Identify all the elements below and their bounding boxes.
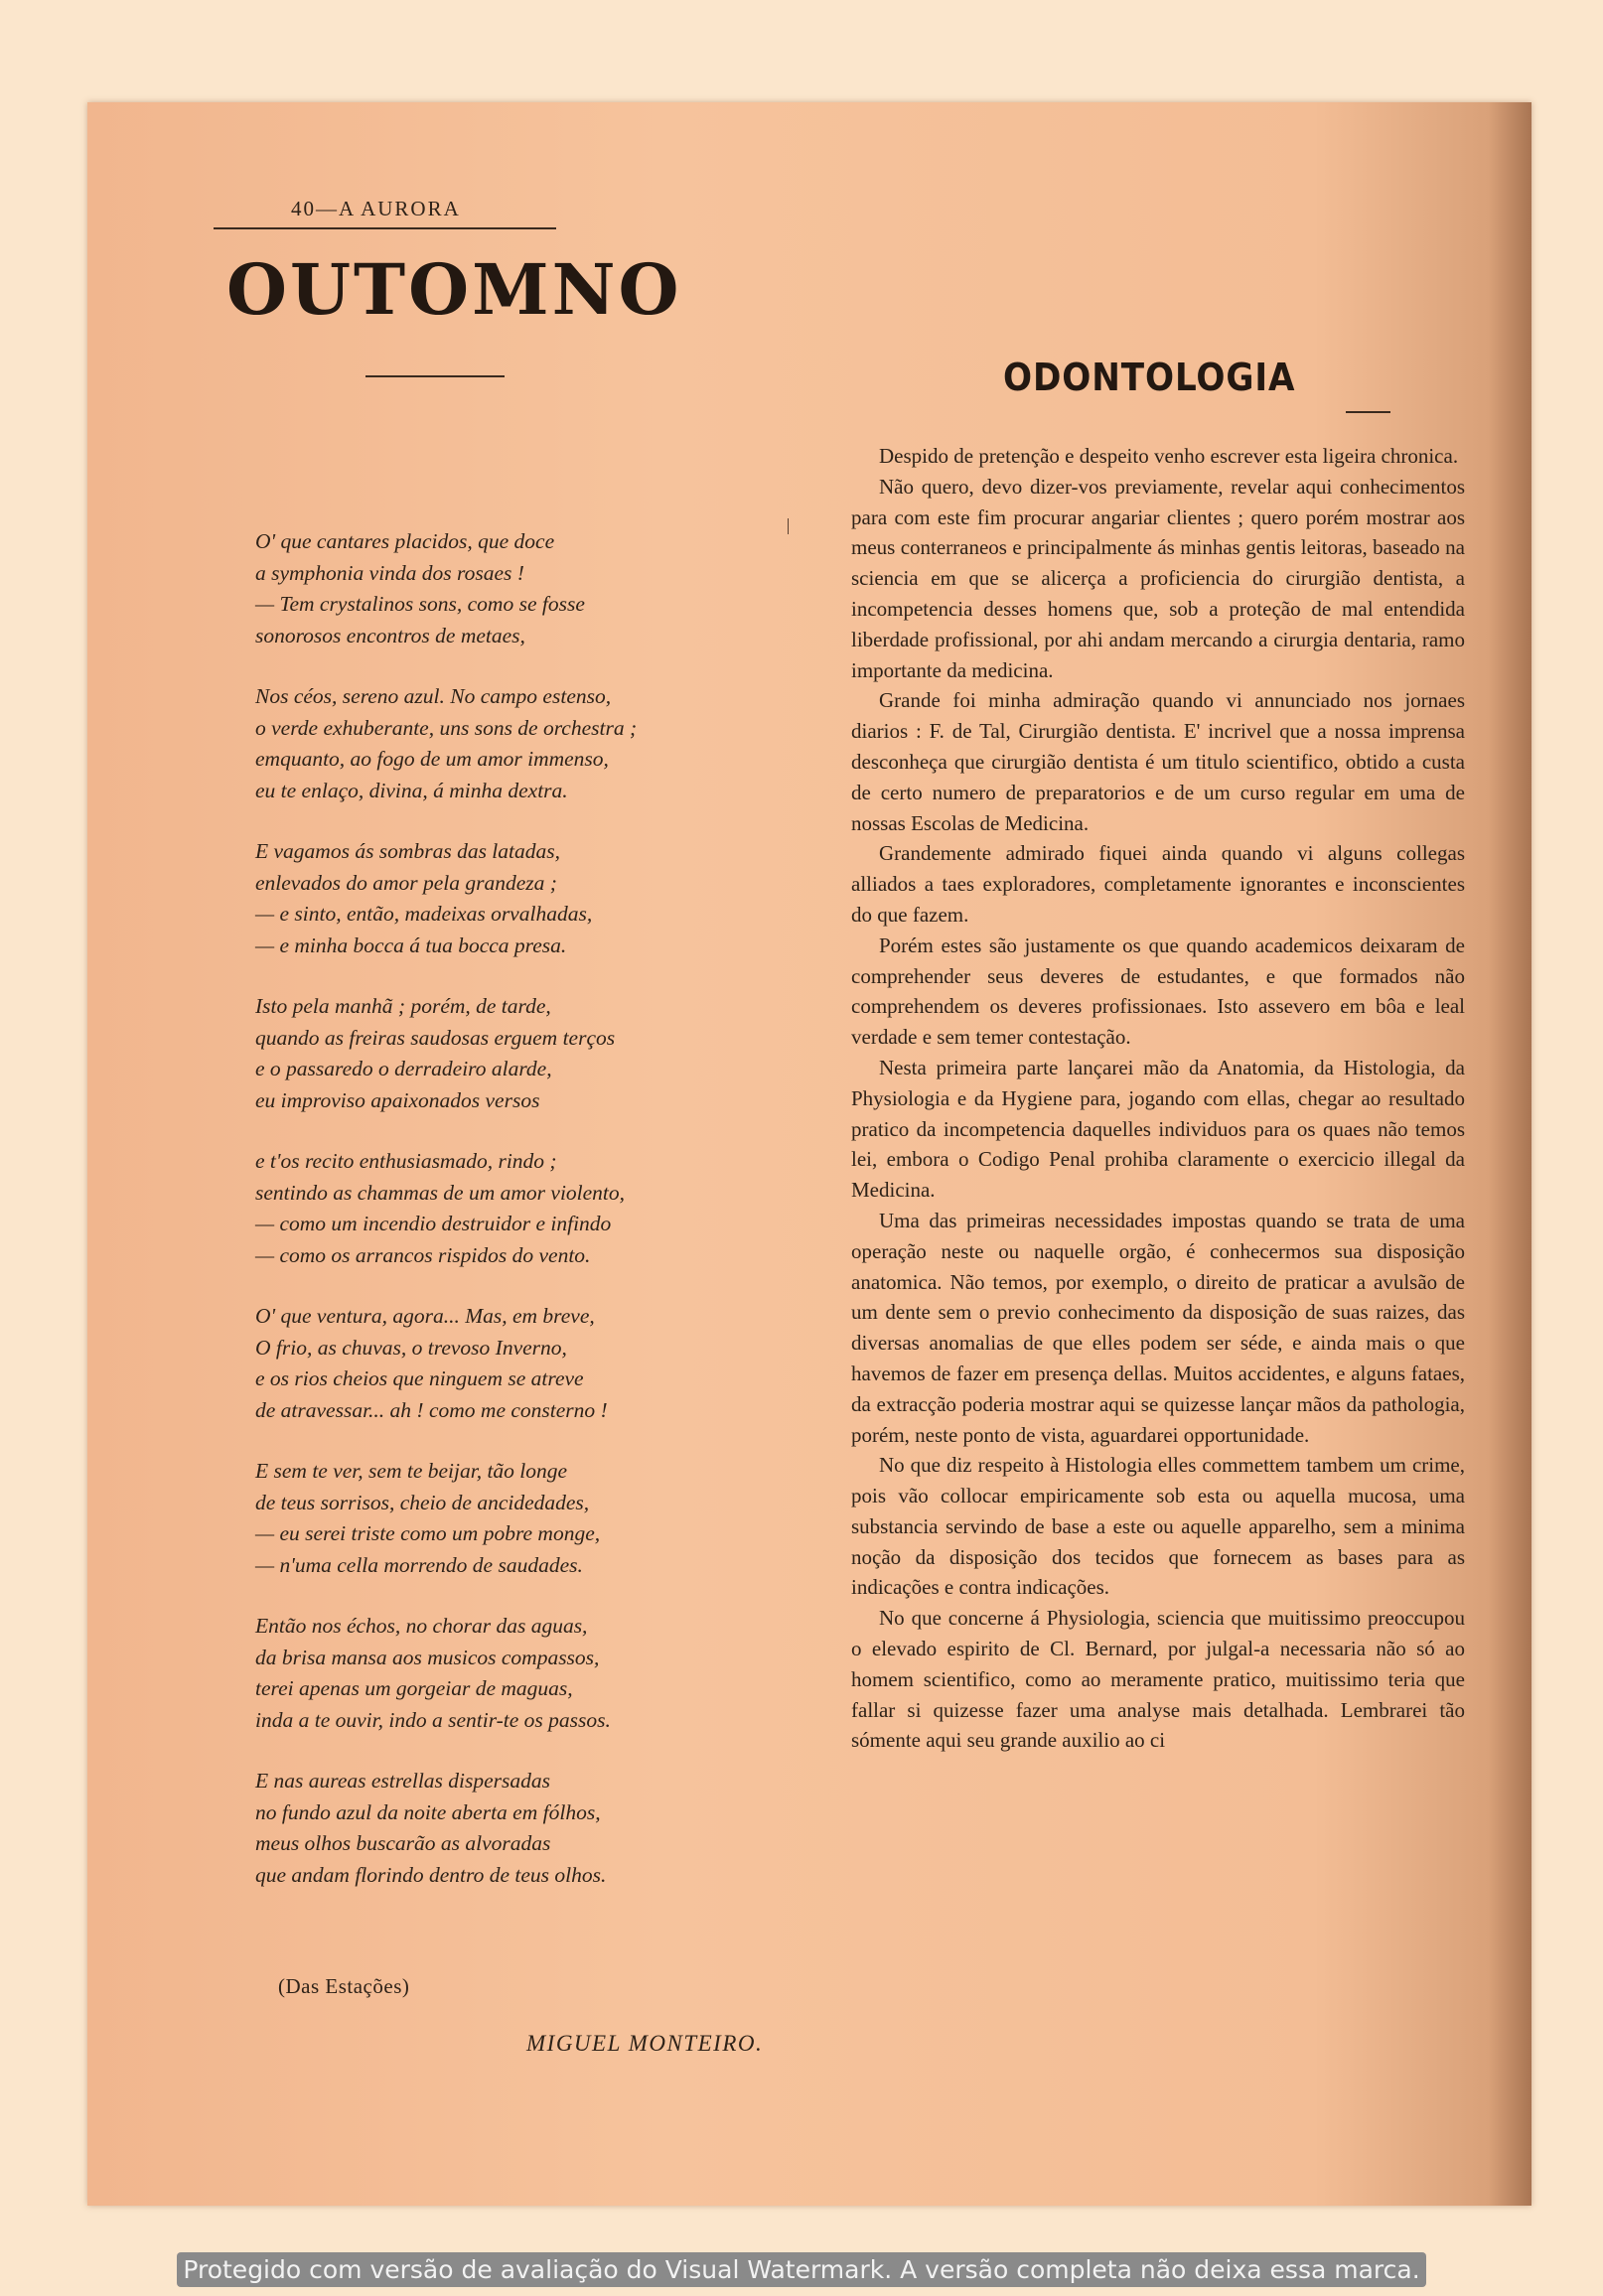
poem-line: Então nos échos, no chorar das aguas, (255, 1614, 588, 1638)
poem-title-rule (365, 375, 505, 377)
poem-line: meus olhos buscarão as alvoradas (255, 1831, 551, 1855)
article-paragraph: Despido de pretenção e despeito venho escrever esta ligeira chronica. (879, 444, 1459, 468)
poem-line: E vagamos ás sombras das latadas, (255, 839, 560, 863)
page-header (214, 197, 556, 229)
poem-line: O' que cantares placidos, que doce (255, 529, 555, 553)
poem-line: E nas aureas estrellas dispersadas (255, 1769, 551, 1793)
article-paragraph: Não quero, devo dizer-vos previamente, revelar aqui conhecimentos para com este fim procurar angariar clientes ; quero porém mostrar aos meus conterraneos e principalmente ás minhas gentis leitoras, baseado na sciencia em que se alicerça a proficiencia do cirurgião dentista, a incompetencia desses homens que, sob a proteção de mal entendida liberdade profissional, por ahi andam mercando a cirurgia dentaria, ramo importante da medicina. (851, 474, 1465, 682)
article-body (851, 441, 1465, 1756)
poem-line: O' que ventura, agora... Mas, em breve, (255, 1304, 595, 1328)
article-title: ODONTOLOGIA (1003, 356, 1296, 399)
poem-author: MIGUEL MONTEIRO. (526, 2031, 764, 2056)
poem-line: da brisa mansa aos musicos compassos, (255, 1645, 600, 1669)
poem-line: a symphonia vinda dos rosaes ! (255, 560, 524, 585)
poem-line: O frio, as chuvas, o trevoso Inverno, (255, 1335, 567, 1360)
watermark-banner (0, 2252, 1603, 2287)
poem-stanza (255, 1456, 811, 1581)
poem-line: eu improviso apaixonados versos (255, 1087, 540, 1112)
poem-line: no fundo azul da noite aberta em fólhos, (255, 1799, 601, 1824)
article-paragraph: Porém estes são justamente os que quando academicos deixaram de comprehender seus deveres de estudantes, e que formados não comprehendem os deveres profissionaes. Isto assevero em bôa e leal verdade e sem temer contestação. (851, 933, 1465, 1050)
article-paragraph: Grande foi minha admiração quando vi annunciado nos jornaes diarios : F. de Tal, Cirurgião dentista. E' incrivel que a nossa imprensa desconheça que cirurgião dentista é um titulo scientifico, obtido a custa de certo numero de preparatorios e de um curso regular em uma de nossas Escolas de Medicina. (851, 688, 1465, 835)
poem-line: quando as freiras saudosas erguem terços (255, 1025, 616, 1050)
poem-line: de teus sorrisos, cheio de ancidedades, (255, 1490, 590, 1514)
poem-line: sentindo as chammas de um amor violento, (255, 1180, 626, 1205)
poem-stanza (255, 526, 811, 651)
poem-line: E sem te ver, sem te beijar, tão longe (255, 1459, 568, 1483)
watermark-text: Protegido com versão de avaliação do Visual Watermark. A versão completa não deixa essa marca. (177, 2252, 1425, 2287)
poem-line: — n'uma cella morrendo de saudades. (255, 1552, 583, 1577)
poem-stanza (255, 1611, 811, 1736)
article-paragraph: Grandemente admirado fiquei ainda quando vi alguns collegas alliados a taes exploradores, completamente ignorantes e inconscientes do que fazem. (851, 841, 1465, 927)
poem-line: sonorosos encontros de metaes, (255, 623, 525, 647)
poem-line: enlevados do amor pela grandeza ; (255, 870, 557, 895)
poem-line: e o passaredo o derradeiro alarde, (255, 1057, 552, 1080)
poem-line: Isto pela manhã ; porém, de tarde, (255, 994, 551, 1018)
poem-stanza (255, 836, 811, 961)
poem-stanza (255, 1301, 811, 1426)
poem-line: o verde exhuberante, uns sons de orchestra ; (255, 715, 638, 740)
poem-line: terei apenas um gorgeiar de maguas, (255, 1676, 573, 1700)
poem-line: Nos céos, sereno azul. No campo estenso, (255, 684, 612, 708)
poem-line: eu te enlaço, divina, á minha dextra. (255, 778, 568, 802)
poem-title: OUTOMNO (226, 248, 682, 331)
article-paragraph: Uma das primeiras necessidades impostas quando se trata de uma operação neste ou naquelle orgão, é conhecermos sua disposição anatomica. Não temos, por exemplo, o direito de praticar a avulsão de um dente sem o previo conhecimento da disposição de suas raizes, das diversas anomalias de que elles podem ser séde, e ainda mais o que havemos de fazer em presença dellas. Muitos accidentes, e alguns fataes, da extracção poderia mostrar aqui se quizesse lançar mãos da pathologia, porém, neste ponto de vista, aguardarei opportunidade. (851, 1208, 1465, 1447)
article-paragraph: Nesta primeira parte lançarei mão da Anatomia, da Histologia, da Physiologia e da Hygiene para, jogando com ellas, chegar ao resultado pratico da incompetencia daquelles individuos para os quaes não temos lei, embora o Codigo Penal prohiba claramente o exercicio illegal da Medicina. (851, 1055, 1465, 1203)
poem-line: emquanto, ao fogo de um amor immenso, (255, 747, 609, 771)
poem-line: — como um incendio destruidor e infindo (255, 1212, 612, 1235)
poem-line: e os rios cheios que ninguem se atreve (255, 1366, 584, 1390)
poem-source: (Das Estações) (278, 1974, 410, 1998)
article-paragraph: No que concerne á Physiologia, sciencia que muitissimo preoccupou o elevado espirito de Cl. Bernard, por julgal-a necessaria não só ao homem scientifico, como ao meramente pratico, muitissimo teria que fallar si quizesse fazer uma analyse mais detalhada. Lembrarei tão sómente aqui seu grande auxilio ao ci (851, 1606, 1465, 1753)
article-paragraph: No que diz respeito à Histologia elles commettem tambem um crime, pois vão collocar empiricamente sob esta ou aquella mucosa, uma substancia servindo de base a este ou aquelle apparelho, sem a minima noção da disposição dos tecidos que fornecem as bases para as indicações e contra indicações. (851, 1453, 1465, 1600)
poem-line: — como os arrancos rispidos do vento. (255, 1242, 591, 1267)
poem-line: inda a te ouvir, indo a sentir-te os passos. (255, 1707, 611, 1732)
page-header-label: 40—A AURORA (291, 197, 461, 220)
poem-line: — e minha bocca á tua bocca presa. (255, 933, 567, 957)
poem-line: que andam florindo dentro de teus olhos. (255, 1862, 607, 1887)
poem-line: de atravessar... ah ! como me consterno ! (255, 1397, 608, 1422)
poem-body (255, 526, 811, 1921)
poem-stanza (255, 1146, 811, 1271)
poem-line: — Tem crystalinos sons, como se fosse (255, 592, 585, 616)
poem-stanza (255, 991, 811, 1116)
column-mark (788, 518, 789, 534)
poem-stanza (255, 1766, 811, 1891)
poem-stanza (255, 681, 811, 806)
poem-line: — eu serei triste como um pobre monge, (255, 1521, 601, 1545)
article-title-rule (1346, 411, 1390, 413)
poem-line: e t'os recito enthusiasmado, rindo ; (255, 1149, 557, 1173)
poem-line: — e sinto, então, madeixas orvalhadas, (255, 902, 593, 926)
